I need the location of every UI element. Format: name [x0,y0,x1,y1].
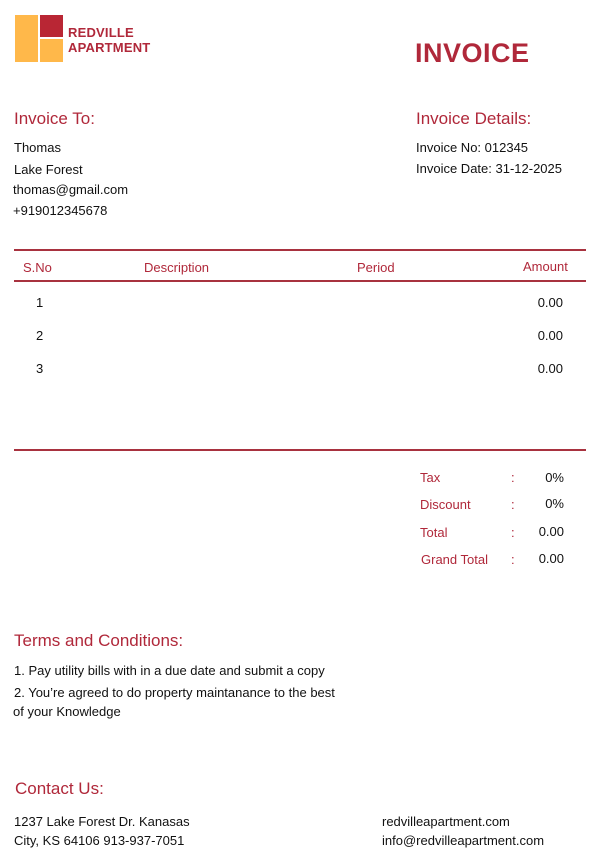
logo-block-small [40,39,63,62]
logo-block-tall [15,15,38,62]
row-sno: 1 [36,295,44,310]
discount-label: Discount [420,497,471,512]
terms-line-2: 2. You’re agreed to do property maintanance to the best [14,685,335,700]
invoice-to-heading: Invoice To: [14,109,95,128]
contact-address-2: City, KS 64106 913-937-7051 [14,833,185,848]
invoice-number: Invoice No: 012345 [416,140,529,155]
invoice-details-heading: Invoice Details: [416,109,532,128]
header-description: Description [144,260,210,275]
total-colon: : [511,525,515,540]
page-title: INVOICE [415,38,530,68]
client-address: Lake Forest [14,162,83,177]
header-sno: S.No [23,260,52,275]
row-amount: 0.00 [537,295,563,310]
row-amount: 0.00 [537,361,563,376]
invoice-date: Invoice Date: 31-12-2025 [416,161,562,176]
grand-total-label: Grand Total [421,552,488,567]
contact-address-1: 1237 Lake Forest Dr. Kanasas [14,814,190,829]
tax-value: 0% [545,470,564,485]
table-header-rule [14,280,586,282]
tax-colon: : [511,470,515,485]
contact-heading: Contact Us: [15,779,104,798]
contact-email[interactable]: info@redvilleapartment.com [382,833,545,848]
terms-heading: Terms and Conditions: [14,631,184,650]
tax-label: Tax [420,470,441,485]
table-bottom-rule [14,449,586,451]
header-period: Period [357,260,395,275]
logo-block-red [40,15,63,37]
discount-colon: : [511,497,515,512]
client-email: thomas@gmail.com [13,182,129,197]
discount-value: 0% [545,496,564,511]
total-label: Total [420,525,448,540]
client-phone: +919012345678 [13,203,108,218]
contact-website[interactable]: redvilleapartment.com [382,814,510,829]
brand-line-1: REDVILLE [68,25,134,40]
terms-line-3: of your Knowledge [13,704,121,719]
table-top-rule [14,249,586,251]
terms-line-1: 1. Pay utility bills with in a due date and submit a copy [14,663,325,678]
row-sno: 2 [36,328,44,343]
grand-total-colon: : [511,552,515,567]
header-amount: Amount [523,259,568,274]
brand-line-2: APARTMENT [68,40,151,55]
total-value: 0.00 [538,524,564,539]
grand-total-value: 0.00 [538,551,564,566]
brand-name [68,25,150,55]
row-amount: 0.00 [537,328,563,343]
row-sno: 3 [36,361,44,376]
client-name: Thomas [14,140,61,155]
